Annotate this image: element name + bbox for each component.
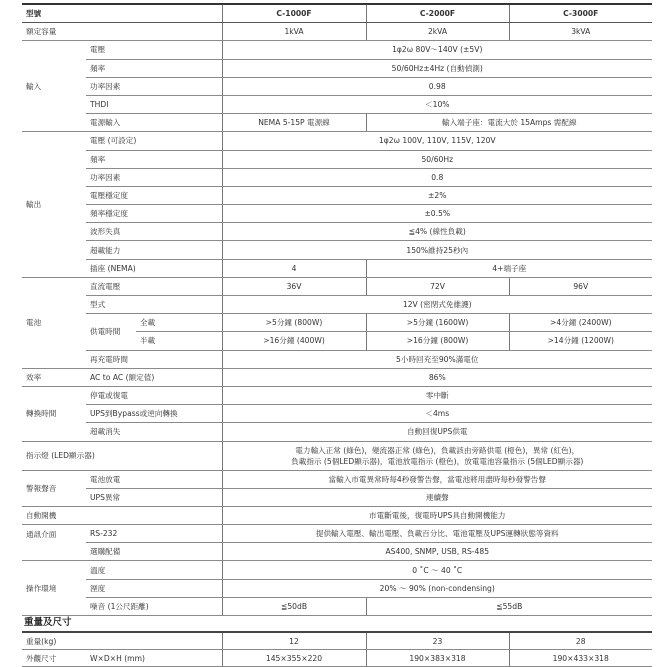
transfer-overload-row (22, 423, 652, 441)
weight-dimensions-table (22, 631, 652, 667)
cell: 36V (222, 277, 366, 295)
cell: ＜10% (222, 95, 652, 113)
row-label: 型式 (86, 296, 222, 314)
cell: 提供輸入電壓、輸出電壓、負載百分比、電池電壓及UPS運轉狀態等資料 (222, 525, 652, 543)
row-label: 功率因素 (86, 168, 222, 186)
row-label: THDI (86, 95, 222, 113)
input-frequency-row (22, 59, 652, 77)
auto-start-row (22, 506, 652, 524)
cell: 市電斷電後，復電時UPS具自動開機能力 (222, 506, 652, 524)
cell: 72V (366, 277, 509, 295)
row-label: UPS異常 (86, 488, 222, 506)
row-label: 電壓穩定度 (86, 186, 222, 204)
battery-recharge-row (22, 350, 652, 368)
cell: 1φ2ω 80V～140V (±5V) (222, 41, 652, 59)
cell: 輸入端子座：電流大於 15Amps 需配線 (366, 114, 652, 132)
row-label: RS-232 (86, 525, 222, 543)
cell: 0.8 (222, 168, 652, 186)
row-label: 電壓 (可設定) (86, 132, 222, 150)
row-label: 插座 (NEMA) (86, 259, 222, 277)
row-label: 電壓 (86, 41, 222, 59)
row-label: 選購配備 (86, 543, 222, 561)
cell: 150%維持25秒內 (222, 241, 652, 259)
cell: 50/60Hz±4Hz (自動偵測) (222, 59, 652, 77)
alarm-battery-row (22, 470, 652, 488)
env-temp-row (22, 561, 652, 579)
battery-full-load-row (22, 314, 652, 332)
comm-options-row (22, 543, 652, 561)
cell: 50/60Hz (222, 150, 652, 168)
rated-capacity-row (22, 23, 652, 41)
cell: >4分鐘 (2400W) (509, 314, 652, 332)
category-efficiency: 效率 (22, 368, 86, 386)
cell: >16分鐘 (800W) (366, 332, 509, 350)
input-power-row (22, 114, 652, 132)
category-alarm: 警報聲音 (22, 470, 86, 506)
transfer-bypass-row (22, 405, 652, 423)
comm-rs232-row (22, 525, 652, 543)
row-label: 電池放電 (86, 470, 222, 488)
row-label: 頻率穩定度 (86, 205, 222, 223)
cell: 28 (509, 632, 652, 650)
indicator-description (222, 441, 652, 470)
row-label: 頻率 (86, 59, 222, 77)
row-label: 噪音 (1公尺距離) (86, 597, 222, 615)
row-label: 頻率 (86, 150, 222, 168)
cell: 0 ˚C ～ 40 ˚C (222, 561, 652, 579)
cell: 190×383×318 (366, 650, 509, 667)
row-label: 電源輸入 (86, 114, 222, 132)
row-label: 再充電時間 (86, 350, 222, 368)
sub-label: W×D×H (mm) (86, 650, 222, 667)
category-auto-start: 自動開機 (22, 506, 222, 524)
cell: >16分鐘 (400W) (222, 332, 366, 350)
indicator-line-2: 負載指示 (5個LED顯示器)，電池放電指示 (橙色)，放電電池容量指示 (5個LED顯示器) (291, 456, 584, 466)
cell: 5小時回充至90%滿電位 (222, 350, 652, 368)
cell: ＜4ms (222, 405, 652, 423)
spec-table (22, 3, 652, 616)
row-label: UPS到Bypass或逆向轉換 (86, 405, 222, 423)
category-input: 輸入 (22, 41, 86, 132)
sub-label: 半載 (136, 332, 222, 350)
input-pf-row (22, 77, 652, 95)
cell: >5分鐘 (800W) (222, 314, 366, 332)
output-fstab-row (22, 205, 652, 223)
cell: 190×433×318 (509, 650, 652, 667)
cell: 145×355×220 (222, 650, 366, 667)
env-noise-row (22, 597, 652, 615)
category-battery: 電池 (22, 277, 86, 368)
cell: 2kVA (366, 23, 509, 41)
row-label: 外觀尺寸 (22, 650, 86, 667)
category-indicator: 指示燈 (LED顯示器) (22, 441, 222, 470)
output-frequency-row (22, 150, 652, 168)
output-vstab-row (22, 186, 652, 204)
transfer-outage-row (22, 386, 652, 404)
row-label: 波形失真 (86, 223, 222, 241)
cell: ≦4% (線性負載) (222, 223, 652, 241)
indicator-row (22, 441, 652, 470)
category-output: 輸出 (22, 132, 86, 278)
cell: 1kVA (222, 23, 366, 41)
row-label: 超載能力 (86, 241, 222, 259)
cell: 4+端子座 (366, 259, 652, 277)
model-label: 型號 (22, 4, 222, 23)
cell: 0.98 (222, 77, 652, 95)
model-c3000f: C-3000F (509, 4, 652, 23)
cell: >5分鐘 (1600W) (366, 314, 509, 332)
row-label: 直流電壓 (86, 277, 222, 295)
indicator-line-1: 電力輸入正常 (綠色)，變流器正常 (綠色)，負載該由旁路供電 (橙色)，異常 (紅色)， (295, 445, 580, 455)
cell: 1φ2ω 100V, 110V, 115V, 120V (222, 132, 652, 150)
output-voltage-row (22, 132, 652, 150)
category-transfer-time: 轉換時間 (22, 386, 86, 441)
model-c2000f: C-2000F (366, 4, 509, 23)
category-environment: 操作環境 (22, 561, 86, 616)
model-header-row (22, 4, 652, 23)
cell: >14分鐘 (1200W) (509, 332, 652, 350)
output-pf-row (22, 168, 652, 186)
row-label: 供電時間 (86, 314, 136, 350)
category-communication: 通訊介面 (22, 525, 86, 561)
weight-row (22, 632, 652, 650)
cell: 20% ～ 90% (non-condensing) (222, 579, 652, 597)
battery-type-row (22, 296, 652, 314)
cell: ±2% (222, 186, 652, 204)
alarm-fault-row (22, 488, 652, 506)
cell: 96V (509, 277, 652, 295)
sub-label: 全載 (136, 314, 222, 332)
cell: 86% (222, 368, 652, 386)
cell: 3kVA (509, 23, 652, 41)
cell: ≦50dB (222, 597, 366, 615)
model-c1000f: C-1000F (222, 4, 366, 23)
efficiency-row (22, 368, 652, 386)
cell: NEMA 5-15P 電源線 (222, 114, 366, 132)
cell: ±0.5% (222, 205, 652, 223)
cell: ≦55dB (366, 597, 652, 615)
cell: 連續聲 (222, 488, 652, 506)
input-voltage-row (22, 41, 652, 59)
row-label: 額定容量 (22, 23, 222, 41)
cell: 12V (密閉式免維護) (222, 296, 652, 314)
output-overload-row (22, 241, 652, 259)
cell: 零中斷 (222, 386, 652, 404)
cell: AS400, SNMP, USB, RS-485 (222, 543, 652, 561)
output-distortion-row (22, 223, 652, 241)
row-label: 停電或復電 (86, 386, 222, 404)
cell: 當輸入市電異常時每4秒發警告聲，當電池將用盡時每秒發警告聲 (222, 470, 652, 488)
row-label: 溼度 (86, 579, 222, 597)
row-label: 溫度 (86, 561, 222, 579)
cell: 4 (222, 259, 366, 277)
output-socket-row (22, 259, 652, 277)
row-label: 超載消失 (86, 423, 222, 441)
row-label: AC to AC (額定值) (86, 368, 222, 386)
row-label: 重量(kg) (22, 632, 222, 650)
row-label: 功率因素 (86, 77, 222, 95)
weight-dimensions-title: 重量及尺寸 (24, 617, 72, 628)
env-humidity-row (22, 579, 652, 597)
cell: 23 (366, 632, 509, 650)
dimensions-row (22, 650, 652, 667)
cell: 自動回復UPS供電 (222, 423, 652, 441)
battery-dc-row (22, 277, 652, 295)
input-thdi-row (22, 95, 652, 113)
cell: 12 (222, 632, 366, 650)
